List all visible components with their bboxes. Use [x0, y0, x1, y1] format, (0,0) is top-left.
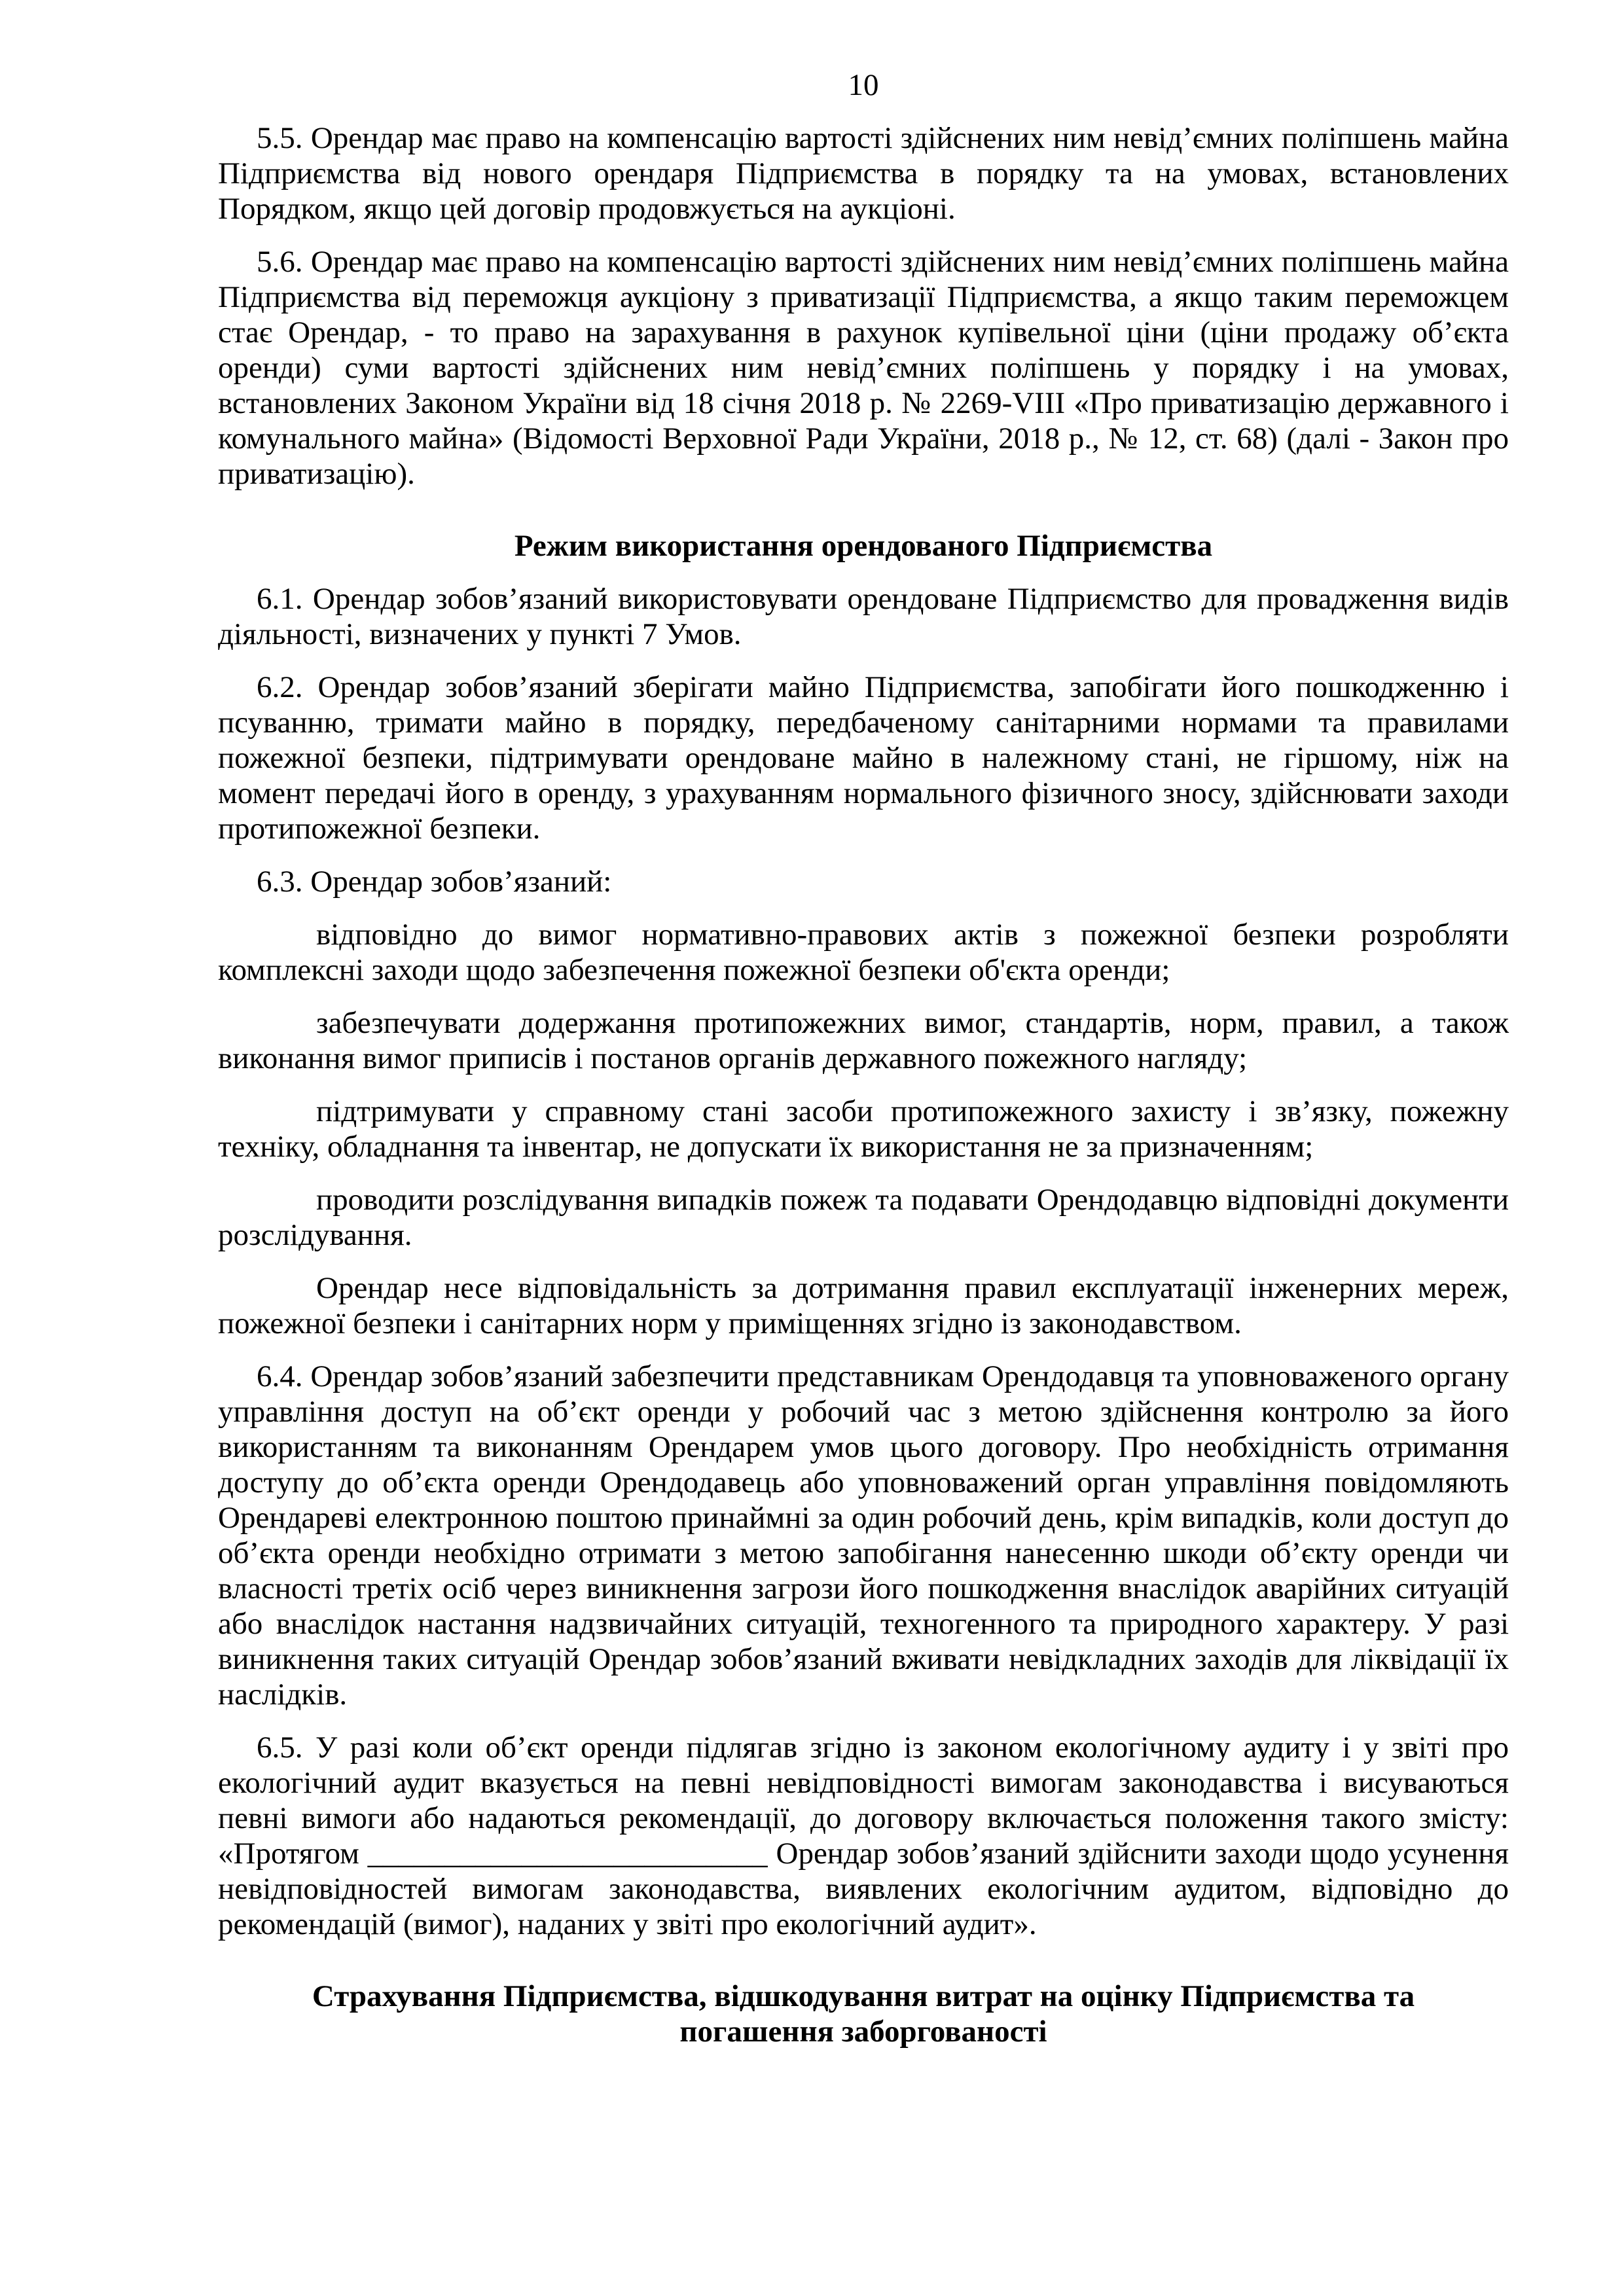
paragraph-6-1: 6.1. Орендар зобов’язаний використовувати орендоване Підприємство для провадження видів діяльності, визначених у пункті 7 Умов.: [218, 582, 1509, 651]
section-heading-insurance-line-1: Страхування Підприємства, відшкодування витрат на оцінку Підприємства та: [312, 1979, 1415, 2013]
subparagraph-fire-investigations: проводити розслідування випадків пожеж та подавати Орендодавцю відповідні документи розслідування.: [218, 1183, 1509, 1252]
paragraph-6-2: 6.2. Орендар зобов’язаний зберігати майно Підприємства, запобігати його пошкодженню і псуванню, тримати майно в порядку, передбаченому санітарними нормами та правилами пожежної безпеки, підтримувати орендоване майно в належному стані, не гіршому, ніж на момент передачі його в оренду, з урахуванням нормального фізичного зносу, здійснювати заходи протипожежної безпеки.: [218, 670, 1509, 846]
subparagraph-tenant-responsibility: Орендар несе відповідальність за дотримання правил експлуатації інженерних мереж, пожежної безпеки і санітарних норм у приміщеннях згідно із законодавством.: [218, 1271, 1509, 1340]
subparagraph-fire-equipment-maintenance: підтримувати у справному стані засоби протипожежного захисту і зв’язку, пожежну техніку, обладнання та інвентар, не допускати їх використання не за призначенням;: [218, 1094, 1509, 1164]
subparagraph-fire-safety-measures: відповідно до вимог нормативно-правових актів з пожежної безпеки розробляти комплексні заходи щодо забезпечення пожежної безпеки об'єкта оренди;: [218, 918, 1509, 987]
paragraph-6-5: 6.5. У разі коли об’єкт оренди підлягав згідно із законом екологічному аудиту і у звіті про екологічний аудит вказується на певні невідповідності вимогам законодавства і висуваються певні вимоги або надаються рекомендації, до договору включається положення такого змісту: «Протягом __________________________ Орендар зобов’язаний здійснити заходи щодо усунення невідповідностей вимогам законодавства, виявлених екологічним аудитом, відповідно до рекомендацій (вимог), наданих у звіті про екологічний аудит».: [218, 1731, 1509, 1941]
page-number: 10: [848, 68, 879, 102]
paragraph-5-6: 5.6. Орендар має право на компенсацію вартості здійснених ним невід’ємних поліпшень майна Підприємства від переможця аукціону з приватизації Підприємства, а якщо таким переможцем стає Орендар, - то право на зарахування в рахунок купівельної ціни (ціни продажу об’єкта оренди) суми вартості здійснених ним невід’ємних поліпшень у порядку і на умовах, встановлених Законом України від 18 січня 2018 р. № 2269-VIII «Про приватизацію державного і комунального майна» (Відомості Верховної Ради України, 2018 р., № 12, ст. 68) (далі - Закон про приватизацію).: [218, 245, 1509, 491]
section-heading-insurance: [218, 1979, 1509, 2049]
paragraph-6-3: 6.3. Орендар зобов’язаний:: [257, 865, 612, 899]
paragraph-5-5: 5.5. Орендар має право на компенсацію вартості здійснених ним невід’ємних поліпшень майна Підприємства від нового орендаря Підприємства в порядку та на умовах, встановлених Порядком, якщо цей договір продовжується на аукціоні.: [218, 121, 1509, 226]
section-heading-insurance-line-2: погашення заборгованості: [679, 2015, 1047, 2049]
section-heading-usage-regime: Режим використання орендованого Підприємства: [514, 529, 1213, 563]
subparagraph-fire-requirements-compliance: забезпечувати додержання протипожежних вимог, стандартів, норм, правил, а також виконання вимог приписів і постанов органів державного пожежного нагляду;: [218, 1006, 1509, 1075]
paragraph-6-4: 6.4. Орендар зобов’язаний забезпечити представникам Орендодавця та уповноваженого органу управління доступ на об’єкт оренди у робочий час з метою здійснення контролю за його використанням та виконанням Орендарем умов цього договору. Про необхідність отримання доступу до об’єкта оренди Орендодавець або уповноважений орган управління повідомляють Орендареві електронною поштою принаймні за один робочий день, крім випадків, коли доступ до об’єкта оренди необхідно отримати з метою запобігання нанесенню шкоди об’єкту оренди чи власності третіх осіб через виникнення загрози його пошкодження внаслідок аварійних ситуацій або внаслідок настання надзвичайних ситуацій, техногенного та природного характеру. У разі виникнення таких ситуацій Орендар зобов’язаний вживати невідкладних заходів для ліквідації їх наслідків.: [218, 1359, 1509, 1712]
